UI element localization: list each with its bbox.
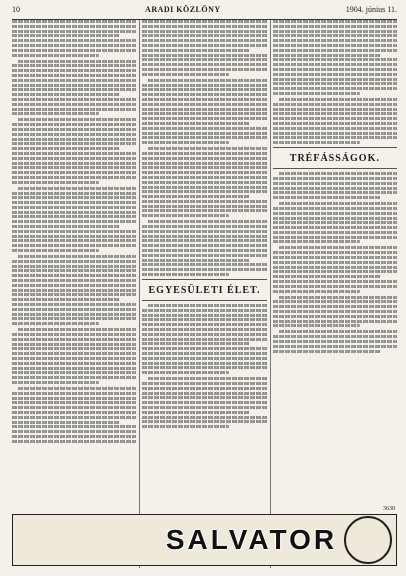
ad-right [340,515,396,565]
columns [12,20,397,568]
page-number: 10 [12,5,20,14]
column-2-text-bottom [142,304,266,428]
section-divider [142,300,266,301]
issue-date: 1904. június 11. [345,5,397,14]
newspaper-title: ARADI KÖZLÖNY [145,5,221,14]
column-2-text-top [142,20,266,276]
column-3-text-top [273,20,397,144]
ad-badge [344,516,392,564]
column-1-text [12,20,136,443]
column-3-text-bottom [273,172,397,353]
ad-brand: SALVATOR [165,524,338,555]
ad-brand-area [163,515,340,565]
column-2 [142,20,266,568]
section-title-associations: EGYESÜLETI ÉLET. [148,285,261,297]
section-divider [273,168,397,169]
section-divider [142,279,266,280]
column-3 [273,20,397,568]
column-1 [12,20,136,568]
section-divider [273,147,397,148]
footer-number: 3630 [383,506,395,512]
page-header [12,5,397,20]
ad-left-text [13,515,163,565]
salvator-advertisement [12,514,397,566]
section-title-jokes: TRÉFÁSSÁGOK. [289,153,380,165]
